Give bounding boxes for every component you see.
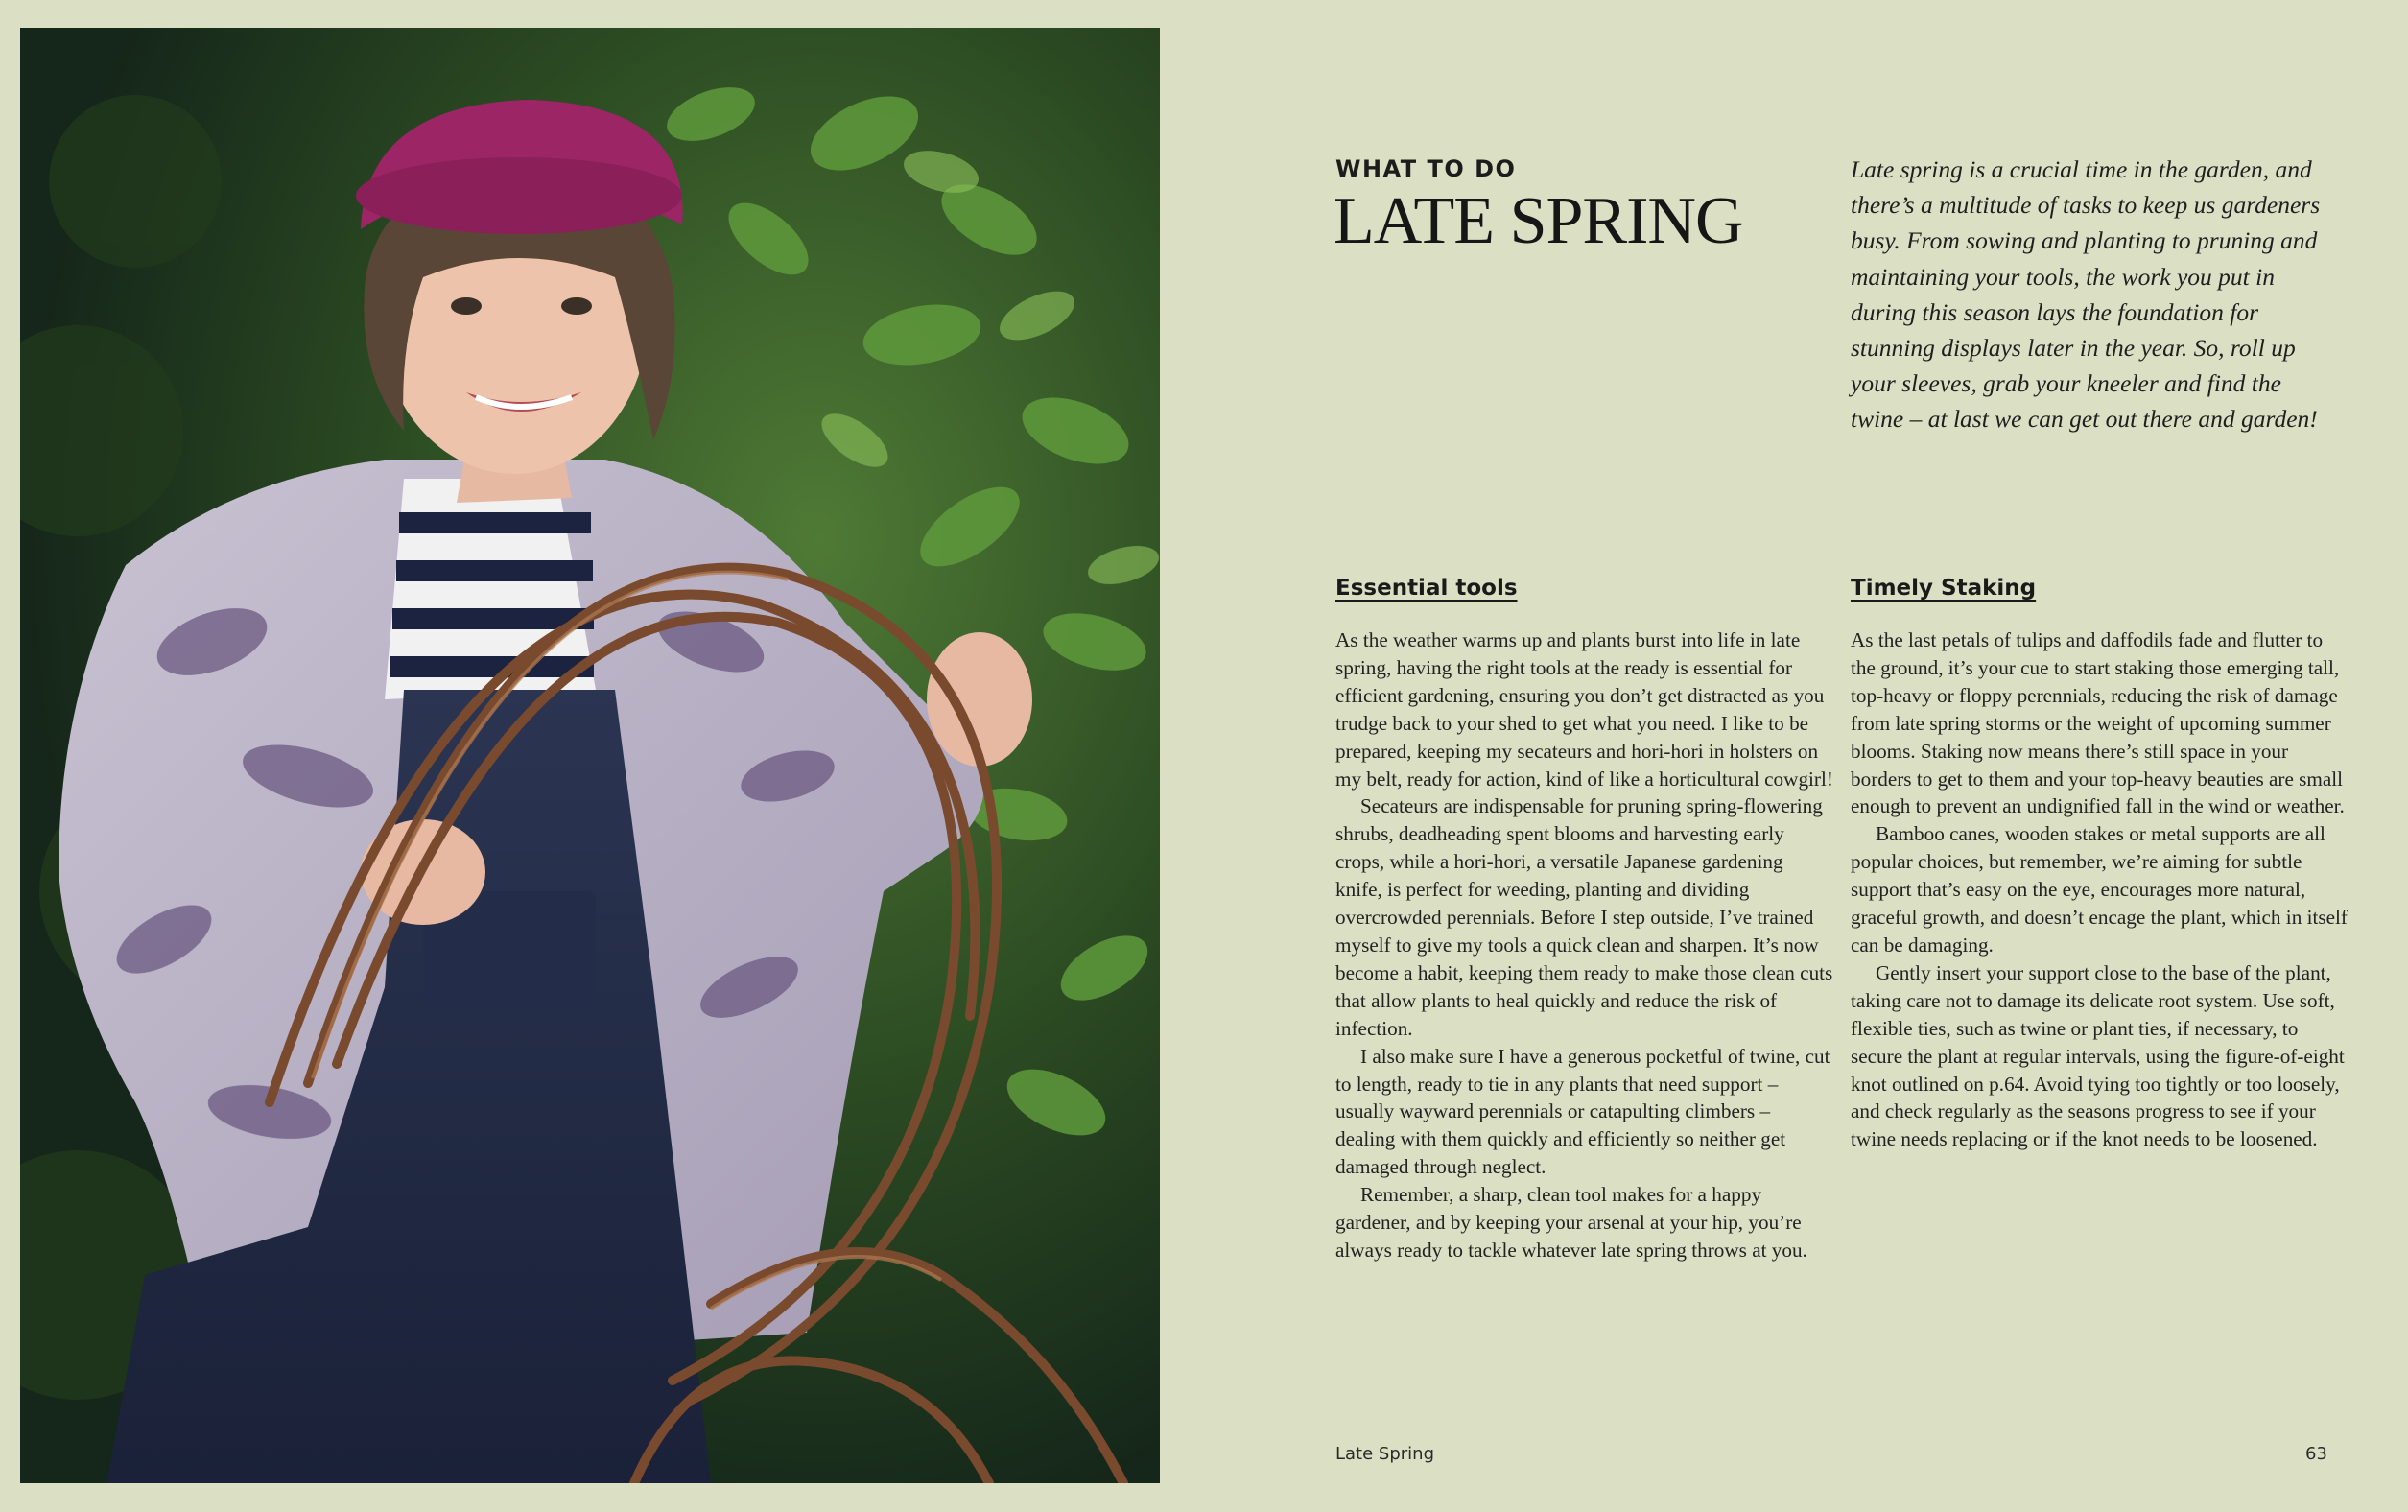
page-title: LATE SPRING [1334, 184, 1743, 258]
timely-staking-paragraph-1: As the last petals of tulips and daffodils fade and flutter to the ground, it’s your cue to start staking those emerging tall, top-heavy or floppy perennials, reducing the risk of damage from late spring storms or the weight of upcoming summer blooms. Staking now means there’s still space in your borders to get to them and your top-heavy beauties are small enough to prevent an undignified fall in the wind or weather. [1851, 628, 2345, 818]
essential-tools-heading: Essential tools [1335, 576, 1518, 601]
essential-tools-paragraph-1: As the weather warms up and plants burst into life in late spring, having the right tools at the ready is essential for efficient gardening, ensuring you don’t get distracted as you trudge back to your shed to get what you need. I like to be prepared, keeping my secateurs and hori-hori in holsters on my belt, ready for action, kind of like a horticultural cowgirl! [1335, 628, 1833, 791]
section-kicker: WHAT TO DO [1335, 155, 1517, 182]
running-footer-section: Late Spring [1335, 1444, 1434, 1464]
essential-tools-paragraph-3: I also make sure I have a generous pocketful of twine, cut to length, ready to tie in any plants that need support – usually wayward perennials or catapulting climbers – dealing with them quickly and efficiently so neither get damaged through neglect. [1335, 1044, 1830, 1179]
intro-paragraph: Late spring is a crucial time in the garden, and there’s a multitude of tasks to keep us gardeners busy. From sowing and planting to pruning and maintaining your tools, the work you put in during this season lays the foundation for stunning displays later in the year. So, roll up your sleeves, grab your kneeler and find the twine – at last we can get out there and garden! [1851, 155, 2321, 434]
essential-tools-paragraph-2: Secateurs are indispensable for pruning spring-flowering shrubs, deadheading spent blooms and harvesting early crops, while a hori-hori, a versatile Japanese gardening knife, is perfect for weeding, planting and dividing overcrowded perennials. Before I step outside, I’ve trained myself to give my tools a quick clean and sharpen. It’s now become a habit, keeping them ready to make those clean cuts that allow plants to heal quickly and reduce the risk of infection. [1335, 794, 1833, 1040]
gardener-illustration [20, 28, 1160, 1483]
timely-staking-paragraph-2: Bamboo canes, wooden stakes or metal supports are all popular choices, but remember, we’re aiming for subtle support that’s easy on the eye, encourages more natural, graceful growth, and doesn’t encage the plant, which in itself can be damaging. [1851, 822, 2348, 957]
portrait-photo [20, 28, 1160, 1483]
timely-staking-heading: Timely Staking [1851, 576, 2037, 601]
timely-staking-paragraph-3: Gently insert your support close to the base of the plant, taking care not to damage its delicate root system. Use soft, flexible ties, such as twine or plant ties, if necessary, to secure the plant at regular intervals, using the figure-of-eight knot outlined on p.64. Avoid tying too tightly or too loosely, and check regularly as the seasons progress to see if your twine needs replacing or if the knot needs to be loosened. [1851, 960, 2345, 1151]
timely-staking-column [1851, 573, 2349, 1153]
essential-tools-paragraph-4: Remember, a sharp, clean tool makes for a happy gardener, and by keeping your arsenal at your hip, you’re always ready to tackle whatever late spring throws at you. [1335, 1183, 1807, 1262]
essential-tools-column [1335, 573, 1834, 1264]
page-number: 63 [2305, 1444, 2327, 1464]
